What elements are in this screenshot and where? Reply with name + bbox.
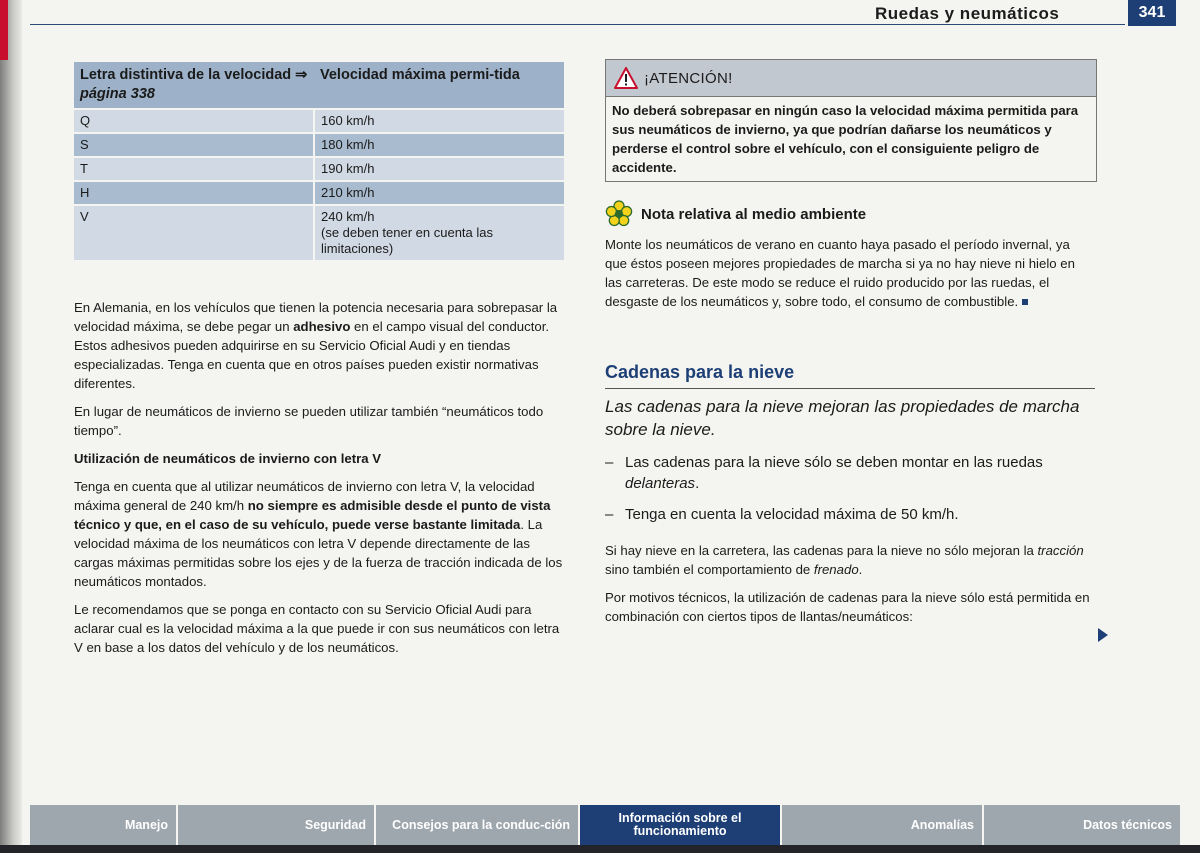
- text-run: En Alemania, en los vehículos que tienen la potencia necesaria para sobrepasar la velocidad máxima, se debe pegar un: [74, 300, 558, 334]
- bullet-text: Tenga en cuenta la velocidad máxima de 50 km/h.: [625, 506, 959, 523]
- text-run-italic: frenado: [813, 562, 859, 577]
- left-column-text: [74, 298, 564, 666]
- bottom-edge: [0, 845, 1200, 853]
- warning-header: [606, 60, 1096, 97]
- section-rule: [605, 388, 1095, 389]
- header-rule: [30, 24, 1125, 25]
- bullet-text: [625, 452, 1095, 494]
- warning-text: No deberá sobrepasar en ningún caso la velocidad máxima permitida para sus neumáticos de invierno, ya que podrían dañarse los neumáticos y perderse el control sobre el vehículo, con el consiguiente peligro de accidente.: [612, 103, 1079, 175]
- table-row: [74, 181, 564, 205]
- table-cell-letter: Q: [74, 109, 314, 133]
- header-letter-text: Letra distintiva de la velocidad: [80, 67, 292, 83]
- text-run: Monte los neumáticos de verano en cuanto haya pasado el período invernal, ya que éstos poseen mejores propiedades de marcha si ya no hay nieve ni hielo en las carreteras. De este modo se reduce el ruido producido por las ruedas, el desgaste de los neumáticos y, sobre todo, el consumo de combustible.: [605, 237, 1075, 309]
- table-row: [74, 109, 564, 133]
- page-number: 341: [1128, 0, 1176, 26]
- text-run: .: [695, 475, 700, 492]
- bullet-item: [605, 452, 1095, 494]
- text-run: sino también el comportamiento de: [605, 562, 814, 577]
- page-ref-arrow-icon: ⇒: [295, 67, 308, 83]
- table-cell-speed: 160 km/h: [314, 109, 564, 133]
- warning-title: ¡ATENCIÓN!: [644, 69, 733, 87]
- chapter-navigation: [30, 805, 1180, 845]
- warning-triangle-icon: [614, 67, 638, 89]
- nav-tab-seguridad[interactable]: Seguridad: [178, 805, 376, 845]
- paragraph-traction: [605, 541, 1095, 579]
- continue-arrow-icon[interactable]: [1098, 628, 1108, 642]
- table-cell-letter: T: [74, 157, 314, 181]
- bullet-dash: –: [605, 454, 614, 471]
- text-run-bold: adhesivo: [293, 319, 351, 334]
- speed-rating-table: [74, 62, 564, 260]
- env-note-header: [605, 200, 866, 228]
- paragraph-v-tyres: [74, 477, 564, 591]
- speed-note: (se deben tener en cuenta las limitaciones): [321, 225, 494, 256]
- paragraph-contact-service: Le recomendamos que se ponga en contacto con su Servicio Oficial Audi para aclarar cual es la velocidad máxima a la que puede ir con sus neumáticos con letra V en base a los datos del vehículo y de los neumáticos.: [74, 602, 560, 655]
- warning-box: [605, 59, 1097, 182]
- table-header-letter: [74, 62, 314, 109]
- text-run: en el campo visual del conductor. Estos adhesivos pueden adquirirse en su Servicio Oficial Audi y en tiendas especializadas. Tenga en cuenta que en otros países pueden existir normativas diferentes.: [74, 319, 550, 391]
- nav-tab-manejo[interactable]: Manejo: [30, 805, 178, 845]
- page-binding-edge: [0, 0, 22, 853]
- binding-red-marker: [0, 0, 8, 60]
- table-cell-letter: V: [74, 205, 314, 260]
- nav-tab-informacion[interactable]: Información sobre el funcionamiento: [580, 805, 782, 845]
- table-cell-letter: H: [74, 181, 314, 205]
- flower-icon: [605, 200, 633, 228]
- paragraph-all-season: En lugar de neumáticos de invierno se pueden utilizar también “neumáticos todo tiempo”.: [74, 404, 544, 438]
- text-run: .: [858, 562, 863, 577]
- text-run: Las cadenas para la nieve sólo se deben montar en las ruedas: [625, 454, 1043, 471]
- text-run-bold: no siempre es admisible desde el punto de vista técnico y que, en el caso de su vehículo, puede verse bastante limitada: [74, 498, 551, 532]
- nav-tab-consejos[interactable]: Consejos para la conduc-ción: [376, 805, 580, 845]
- table-row: [74, 205, 564, 260]
- table-header-speed: Velocidad máxima permi-tida: [314, 62, 564, 109]
- table-cell-speed: [314, 205, 564, 260]
- nav-tab-datos-tecnicos[interactable]: Datos técnicos: [984, 805, 1180, 845]
- env-note-text: [605, 235, 1095, 311]
- text-run: . La velocidad máxima de los neumáticos con letra V depende directamente de las cargas máximas permitidas sobre los ejes y de la fuerza de tracción indicada de los neumáticos montados.: [74, 517, 563, 589]
- running-head: Ruedas y neumáticos: [875, 4, 1060, 23]
- text-run: Si hay nieve en la carretera, las cadenas para la nieve no sólo mejoran la: [605, 543, 1038, 558]
- nav-tab-anomalias[interactable]: Anomalías: [782, 805, 984, 845]
- subheading-v-tyres: Utilización de neumáticos de invierno con letra V: [74, 451, 382, 466]
- paragraph-technical-reasons: Por motivos técnicos, la utilización de cadenas para la nieve sólo está permitida en combinación con ciertos tipos de llantas/neumáticos:: [605, 590, 1090, 624]
- bullet-item: [605, 504, 1095, 525]
- text-run-italic: tracción: [1037, 543, 1084, 558]
- speed-value: 240 km/h: [321, 209, 375, 224]
- section-title-snow-chains: Cadenas para la nieve: [605, 362, 795, 382]
- bullet-dash: –: [605, 506, 614, 523]
- text-run: Tenga en cuenta que al utilizar neumáticos de invierno con letra V, la velocidad máxima general de 240 km/h: [74, 479, 535, 513]
- end-of-section-icon: [1022, 299, 1028, 305]
- table-cell-speed: 210 km/h: [314, 181, 564, 205]
- table-header-row: [74, 62, 564, 109]
- table-row: [74, 157, 564, 181]
- env-note-title: Nota relativa al medio ambiente: [641, 205, 867, 223]
- table-cell-letter: S: [74, 133, 314, 157]
- table-row: [74, 133, 564, 157]
- page-ref-link[interactable]: página 338: [80, 86, 155, 102]
- table-cell-speed: 190 km/h: [314, 157, 564, 181]
- table-cell-speed: 180 km/h: [314, 133, 564, 157]
- text-run-italic: delanteras: [625, 475, 696, 492]
- section-lead-text: Las cadenas para la nieve mejoran las propiedades de marcha sobre la nieve.: [605, 397, 1080, 439]
- paragraph-adhesive: [74, 298, 564, 393]
